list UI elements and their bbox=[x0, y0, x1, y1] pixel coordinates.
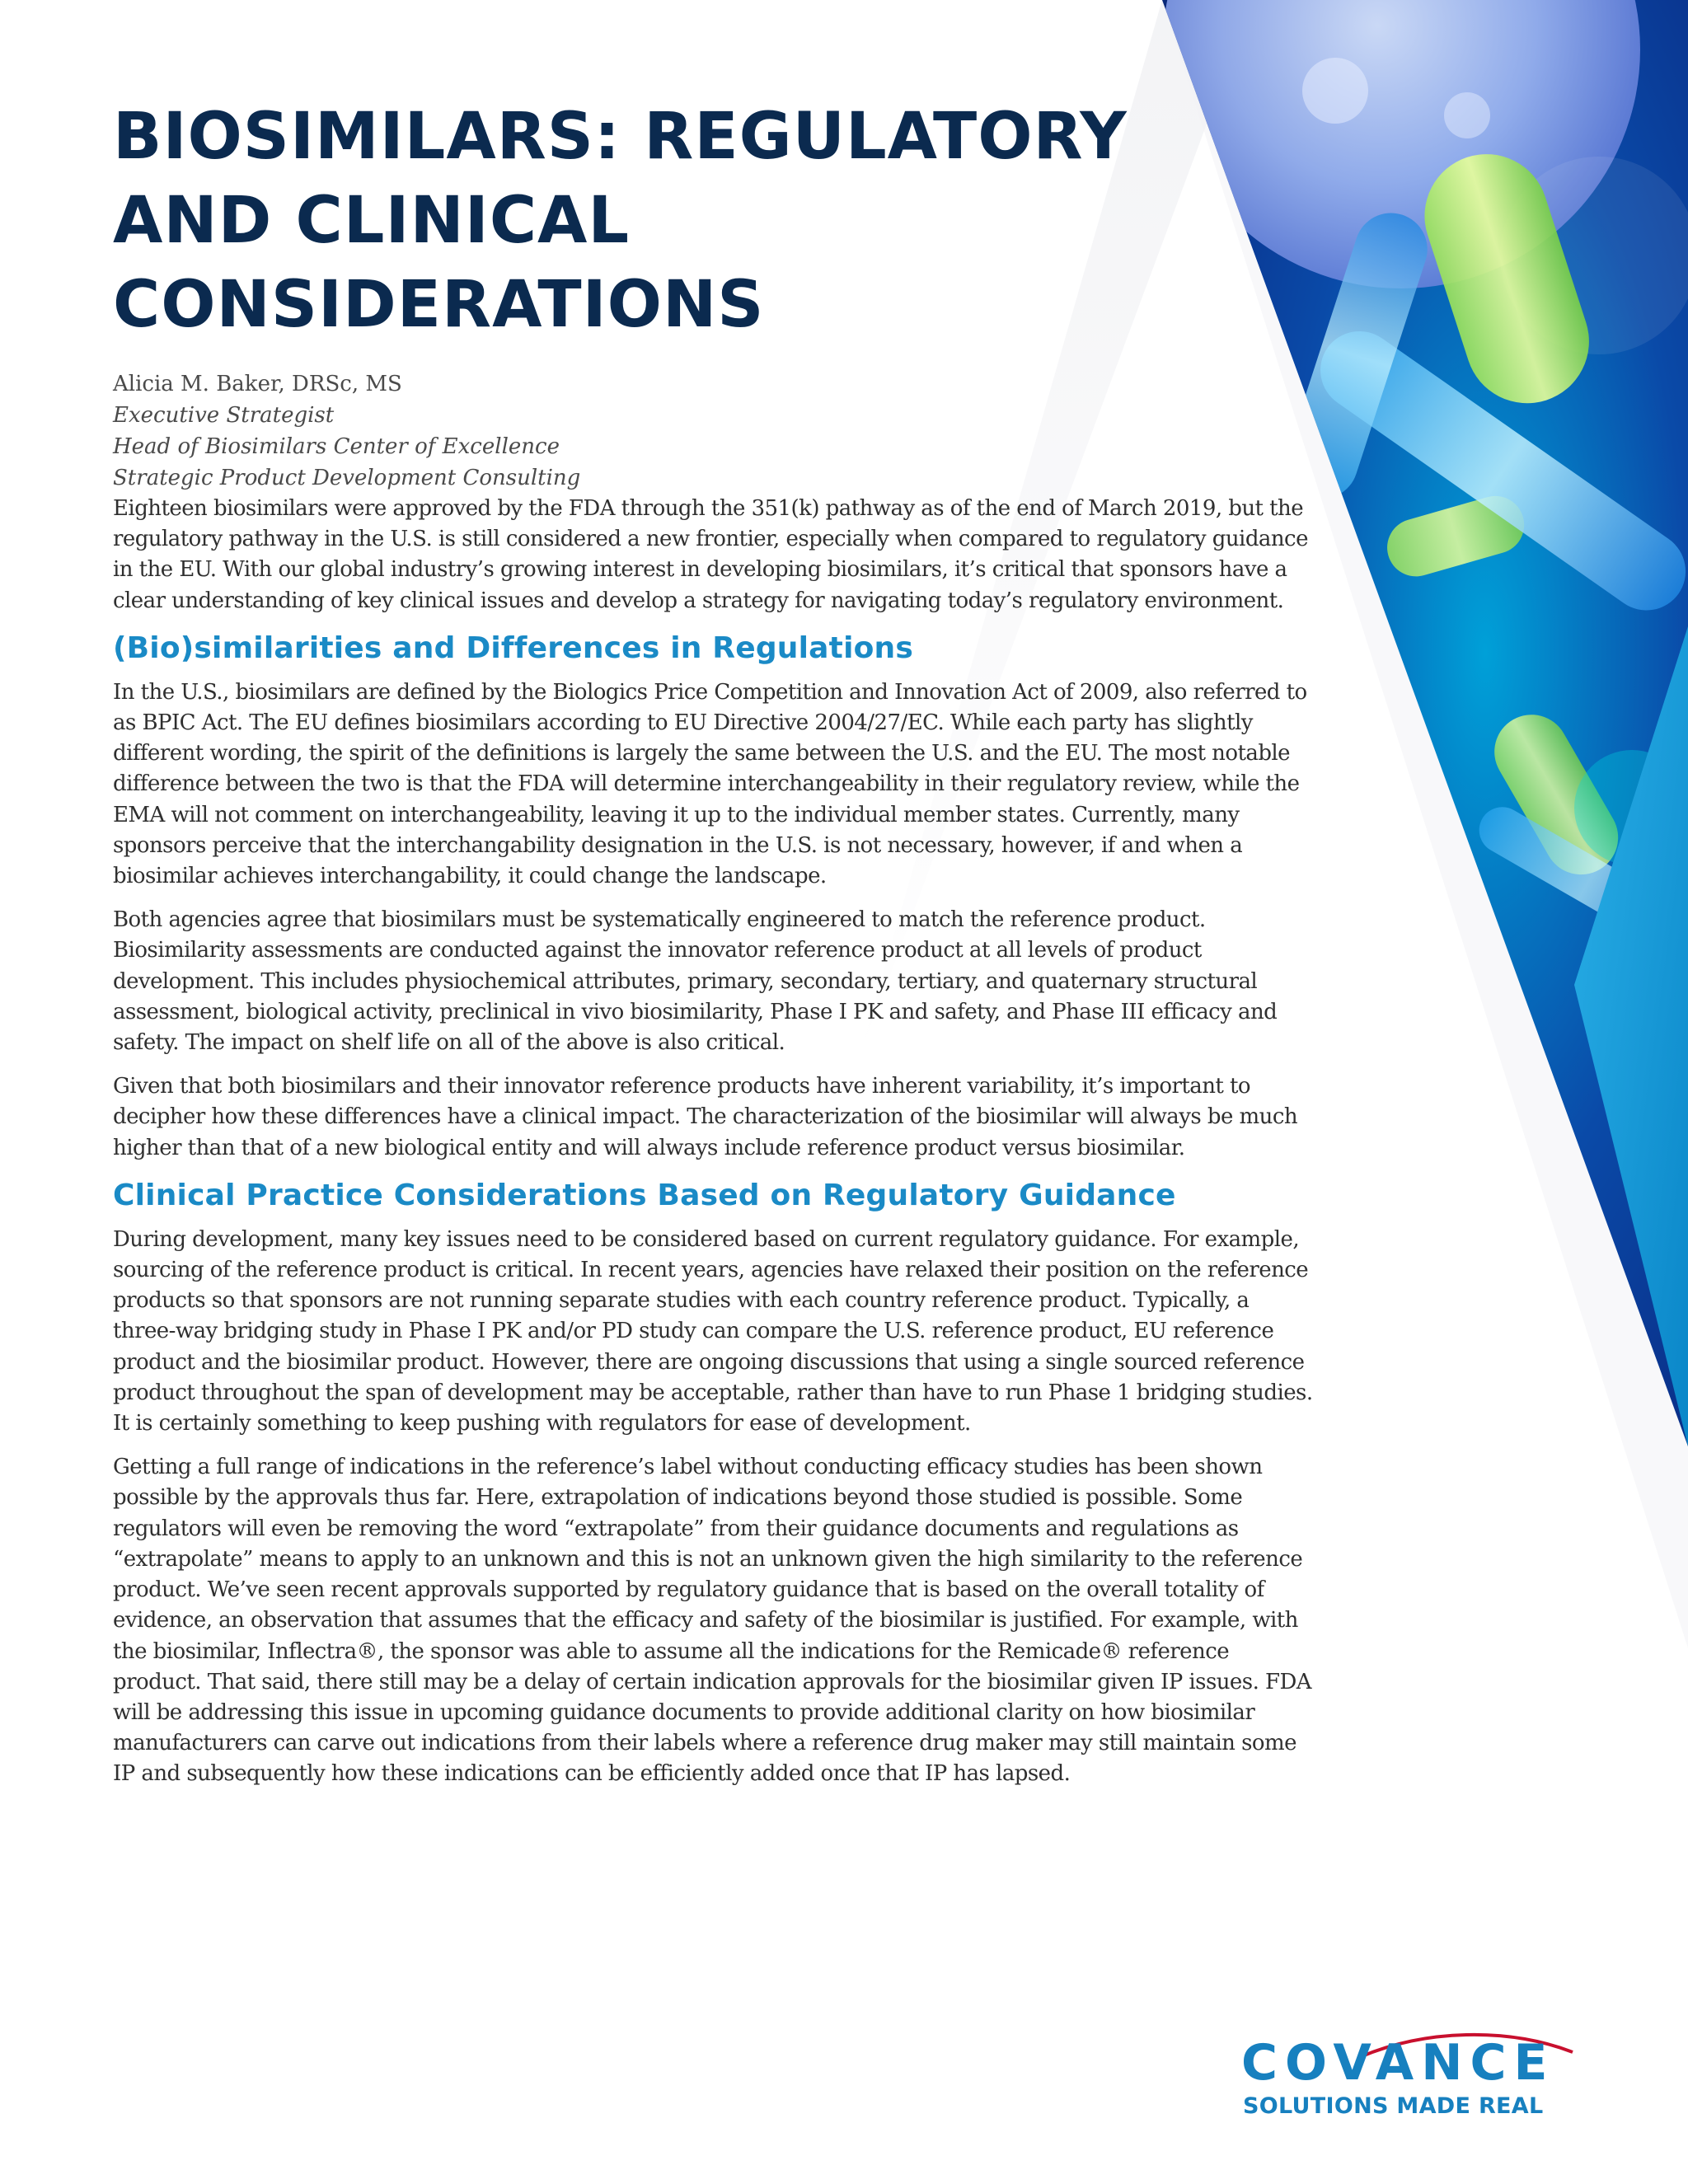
logo-wordmark: COVANCE bbox=[1241, 2034, 1555, 2092]
body-paragraph: During development, many key issues need to be considered based on current regulatory guidance. For example, sourcing of the reference product is critical. In recent years, agencies have relaxed their position on the reference products so that sponsors are not running separate studies with each country reference product. Typically, a three-way bridging study in Phase I PK and/or PD study can compare the U.S. reference product, EU reference product and the biosimilar product. However, there are ongoing discussions that using a single sourced reference product throughout the span of development may be acceptable, rather than have to run Phase 1 bridging studies. It is certainly something to keep pushing with regulators for ease of development. bbox=[113, 1226, 1313, 1436]
author-name: Alicia M. Baker, DRSc, MS bbox=[113, 372, 402, 396]
body-paragraph: Both agencies agree that biosimilars must be systematically engineered to match the reference product. Biosimilarity assessments are conducted against the innovator reference product at all levels of product development. This includes physiochemical attributes, primary, secondary, tertiary, and quaternary structural assessment, biological activity, preclinical in vivo biosimilarity, Phase I PK and safety, and Phase III efficacy and safety. The impact on shelf life on all of the above is also critical. bbox=[113, 907, 1278, 1056]
body-paragraph: Getting a full range of indications in the reference’s label without conducting efficacy studies has been shown possible by the approvals thus far. Here, extrapolation of indications beyond those studied is possible. Some regulators will even be removing the word “extrapolate” from their guidance documents and regulations as “extrapolate” means to apply to an unknown and this is not an unknown given the high similarity to the reference product. We’ve seen recent approvals supported by regulatory guidance that is based on the overall totality of evidence, an observation that assumes that the efficacy and safety of the biosimilar is justified. For example, with the biosimilar, Inflectra®, the sponsor was able to assume all the indications for the Remicade® reference product. That said, there still may be a delay of certain indication approvals for the biosimilar given IP issues. FDA will be addressing this issue in upcoming guidance documents to provide additional clarity on how biosimilar manufacturers can carve out indications from their labels where a reference drug maker may still maintain some IP and subsequently how these indications can be efficiently added once that IP has lapsed. bbox=[113, 1455, 1312, 1787]
section-heading-clinical-practice: Clinical Practice Considerations Based on Regulatory Guidance bbox=[113, 1178, 1176, 1212]
covance-logo bbox=[1236, 2027, 1599, 2126]
page-title: BIOSIMILARS: REGULATORY AND CLINICAL CONSIDERATIONS bbox=[113, 100, 1128, 342]
author-role: Head of Biosimilars Center of Excellence bbox=[113, 434, 560, 459]
body-paragraph: In the U.S., biosimilars are defined by the Biologics Price Competition and Innovation Act of 2009, also referred to as BPIC Act. The EU defines biosimilars according to EU Directive 2004/27/EC. While each party has slightly different wording, the spirit of the definitions is largely the same between the U.S. and the EU. The most notable difference between the two is that the FDA will determine interchangeability in their regulatory review, while the EMA will not comment on interchangeability, leaving it up to the individual member states. Currently, many sponsors perceive that the interchangability designation in the U.S. is not necessary, however, if and when a biosimilar achieves interchangability, it could change the landscape. bbox=[113, 679, 1307, 889]
author-block bbox=[113, 368, 1316, 494]
logo-tagline: SOLUTIONS MADE REAL bbox=[1243, 2093, 1544, 2119]
section-heading-regulations: (Bio)similarities and Differences in Regulations bbox=[113, 630, 914, 665]
author-role: Strategic Product Development Consulting bbox=[113, 466, 581, 490]
intro-paragraph: Eighteen biosimilars were approved by the FDA through the 351(k) pathway as of the end of March 2019, but the regulatory pathway in the U.S. is still considered a new frontier, especially when compared to regulatory guidance in the EU. With our global industry’s growing interest in developing biosimilars, it’s critical that sponsors have a clear understanding of key clinical issues and develop a strategy for navigating today’s regulatory environment. bbox=[113, 496, 1308, 613]
body-paragraph: Given that both biosimilars and their innovator reference products have inherent variability, it’s important to decipher how these differences have a clinical impact. The characterization of the biosimilar will always be much higher than that of a new biological entity and will always include reference product versus biosimilar. bbox=[113, 1074, 1298, 1160]
article bbox=[113, 95, 1316, 1803]
author-role: Executive Strategist bbox=[113, 403, 335, 428]
